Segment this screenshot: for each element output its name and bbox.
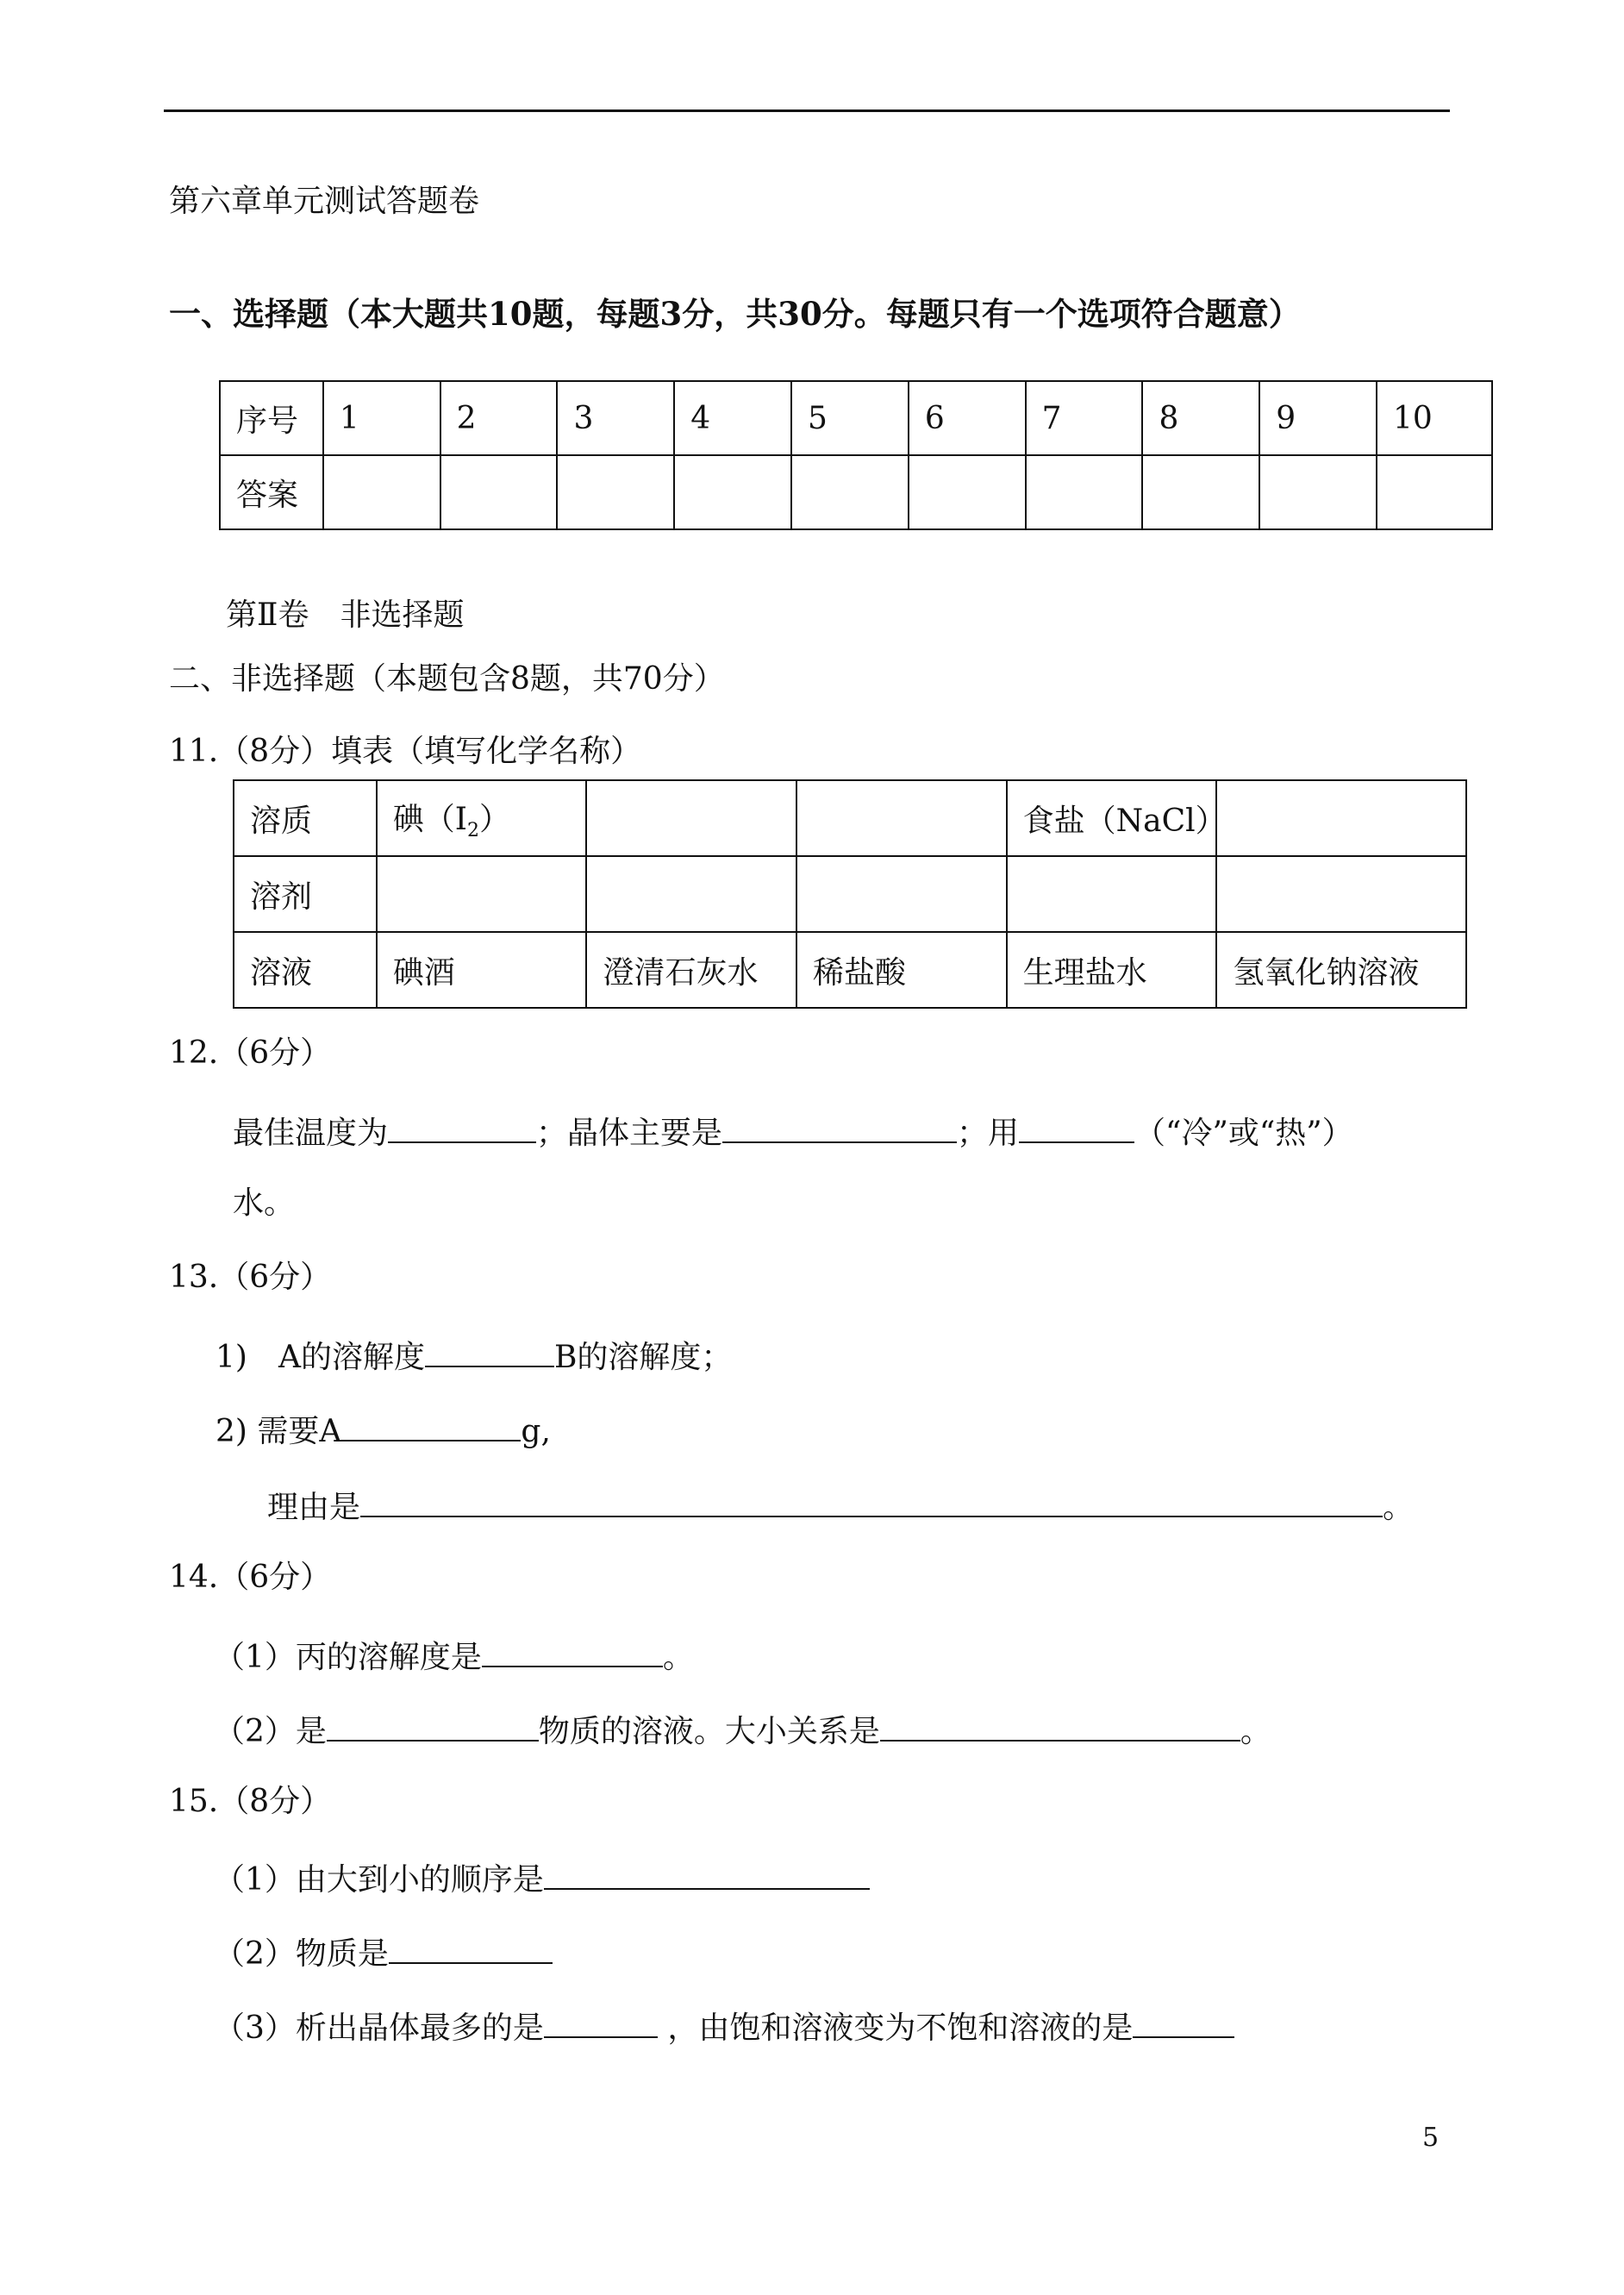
- fill-cell[interactable]: [377, 856, 587, 932]
- iodine-close-paren: ）: [478, 801, 510, 837]
- blank-relation[interactable]: [880, 1709, 1240, 1742]
- blank-compare[interactable]: [425, 1335, 554, 1367]
- question-number-cell: 6: [909, 381, 1026, 455]
- table-row: [234, 780, 1466, 856]
- q15-line2: [214, 1931, 553, 1973]
- header-rule: [164, 109, 1450, 112]
- q15-text: （1）由大到小的顺序是: [214, 1862, 544, 1898]
- question-number-cell: 10: [1377, 381, 1492, 455]
- q13-line3: [267, 1485, 1414, 1527]
- q12-label: 12.（6分）: [169, 1035, 332, 1071]
- answer-cell[interactable]: [1026, 455, 1143, 529]
- q13-text: B的溶解度；: [553, 1340, 733, 1375]
- q14-label: 14.（6分）: [169, 1560, 332, 1595]
- section1-heading: 一、选择题（本大题共10题，每题3分，共30分。每题只有一个选项符合题意）: [169, 295, 1301, 333]
- q15-line1: [214, 1857, 870, 1899]
- fill-cell[interactable]: [1216, 856, 1466, 932]
- table-row: [220, 381, 1492, 455]
- blank-water-temp[interactable]: [1019, 1110, 1134, 1143]
- choice-answer-table: [219, 380, 1493, 530]
- question-number-cell: 3: [557, 381, 674, 455]
- question-number-cell: 5: [791, 381, 909, 455]
- fill-cell[interactable]: [586, 856, 796, 932]
- q12-text: ；用: [957, 1116, 1020, 1151]
- q15-text: ，由饱和溶液变为不饱和溶液的是: [657, 2010, 1134, 2046]
- solution-cell: 氢氧化钠溶液: [1216, 932, 1466, 1008]
- answer-cell[interactable]: [323, 455, 440, 529]
- q13-text: 2) 需要A: [215, 1414, 342, 1449]
- solution-cell: 碘酒: [377, 932, 587, 1008]
- q14-text: （2）是: [214, 1714, 327, 1749]
- row-header-answer: 答案: [220, 455, 323, 529]
- q11-label: 11.（8分）填表（填写化学名称）: [169, 734, 642, 769]
- question-number-cell: 7: [1026, 381, 1143, 455]
- q14-text: （1）丙的溶解度是: [214, 1640, 482, 1675]
- row-header-solute: 溶质: [234, 780, 377, 856]
- fill-cell[interactable]: [586, 780, 796, 856]
- row-header-number: 序号: [220, 381, 323, 455]
- answer-cell[interactable]: [1377, 455, 1492, 529]
- table-row: [234, 856, 1466, 932]
- blank-crystal[interactable]: [722, 1110, 957, 1143]
- q14-text: 物质的溶液。大小关系是: [538, 1714, 880, 1749]
- part2-title: 第Ⅱ卷 非选择题: [226, 597, 465, 633]
- q12-line1: [233, 1110, 1353, 1153]
- fill-cell[interactable]: [796, 856, 1007, 932]
- q12-text: ；晶体主要是: [536, 1116, 723, 1151]
- blank-temperature[interactable]: [388, 1110, 536, 1143]
- blank-reason[interactable]: [360, 1485, 1383, 1517]
- doc-title: 第六章单元测试答题卷: [169, 184, 480, 219]
- section2-heading: 二、非选择题（本题包含8题，共70分）: [169, 661, 725, 697]
- question-number-cell: 2: [440, 381, 558, 455]
- blank-substance[interactable]: [327, 1709, 539, 1742]
- q15-text: （2）物质是: [214, 1936, 389, 1972]
- row-header-solvent: 溶剂: [234, 856, 377, 932]
- answer-cell[interactable]: [557, 455, 674, 529]
- question-number-cell: 4: [674, 381, 791, 455]
- blank-mass[interactable]: [341, 1409, 521, 1441]
- solution-cell: 稀盐酸: [796, 932, 1007, 1008]
- answer-cell[interactable]: [1259, 455, 1377, 529]
- answer-cell[interactable]: [791, 455, 909, 529]
- question-number-cell: 8: [1142, 381, 1259, 455]
- q14-text: 。: [662, 1640, 694, 1675]
- answer-cell[interactable]: [674, 455, 791, 529]
- solution-cell: 澄清石灰水: [586, 932, 796, 1008]
- table-row: [234, 932, 1466, 1008]
- fill-cell[interactable]: [1216, 780, 1466, 856]
- solute-iodine-cell: [377, 780, 587, 856]
- q14-text: 。: [1240, 1714, 1271, 1749]
- question-number-cell: 1: [323, 381, 440, 455]
- q12-text: 最佳温度为: [233, 1116, 389, 1151]
- q11-table: [233, 779, 1467, 1009]
- q13-line1: [215, 1335, 732, 1377]
- blank-solubility[interactable]: [482, 1635, 663, 1667]
- q14-line2: [214, 1709, 1271, 1751]
- fill-cell[interactable]: [796, 780, 1007, 856]
- q15-label: 15.（8分）: [169, 1784, 332, 1819]
- blank-order[interactable]: [544, 1857, 870, 1890]
- page-number: 5: [1422, 2123, 1440, 2153]
- q13-text: g,: [521, 1414, 551, 1449]
- answer-cell[interactable]: [909, 455, 1026, 529]
- iodine-text: 碘（I: [392, 801, 467, 837]
- q13-text: 1) A的溶解度: [215, 1340, 425, 1375]
- solution-cell: 生理盐水: [1007, 932, 1217, 1008]
- answer-cell[interactable]: [440, 455, 558, 529]
- blank-most-crystal[interactable]: [544, 2005, 658, 2038]
- solute-nacl-cell: 食盐（NaCl）: [1007, 780, 1217, 856]
- q13-text: 。: [1383, 1490, 1415, 1525]
- q15-text: （3）析出晶体最多的是: [214, 2010, 544, 2046]
- q13-line2: [215, 1409, 551, 1451]
- answer-cell[interactable]: [1142, 455, 1259, 529]
- iodine-subscript: 2: [466, 820, 479, 842]
- q14-line1: [214, 1635, 694, 1677]
- fill-cell[interactable]: [1007, 856, 1217, 932]
- row-header-solution: 溶液: [234, 932, 377, 1008]
- q13-label: 13.（6分）: [169, 1260, 332, 1295]
- question-number-cell: 9: [1259, 381, 1377, 455]
- q12-text: （“冷”或“热”）: [1134, 1116, 1353, 1151]
- q12-line2: 水。: [233, 1185, 296, 1221]
- q13-text: 理由是: [267, 1490, 361, 1525]
- blank-unsaturated[interactable]: [1133, 2005, 1234, 2038]
- q15-line3: [214, 2005, 1234, 2048]
- table-row: [220, 455, 1492, 529]
- blank-material[interactable]: [389, 1931, 553, 1964]
